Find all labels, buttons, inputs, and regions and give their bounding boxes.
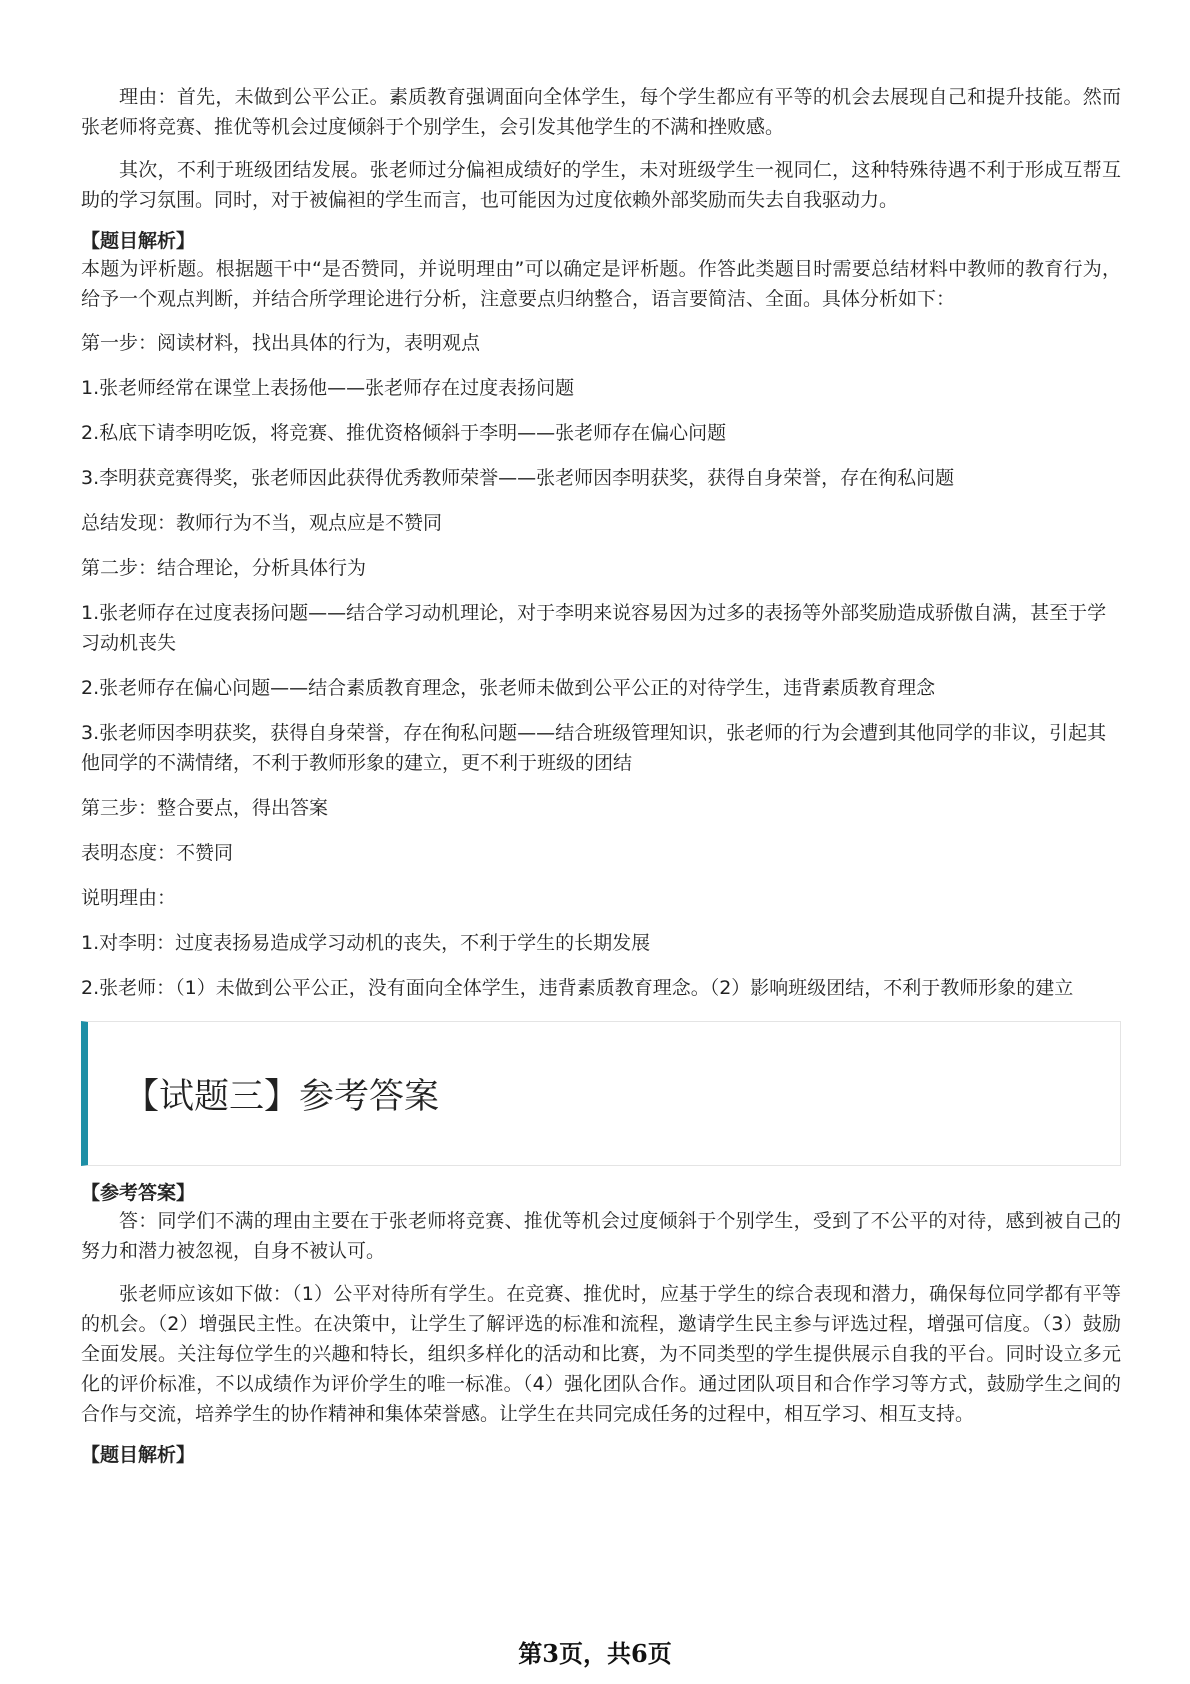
reason-paragraph-2: 其次，不利于班级团结发展。张老师过分偏袒成绩好的学生，未对班级学生一视同仁，这种特殊待遇不利于形成互帮互助的学习氛围。同时，对于被偏袒的学生而言，也可能因为过度依赖外部奖励而失去自我驱动力。: [81, 159, 1121, 211]
answer-paragraph-2: 张老师应该如下做：（1）公平对待所有学生。在竞赛、推优时，应基于学生的综合表现和潜力，确保每位同学都有平等的机会。（2）增强民主性。在决策中，让学生了解评选的标准和流程，邀请学生民主参与评选过程，增强可信度。（3）鼓励全面发展。关注每位学生的兴趣和特长，组织多样化的活动和比赛，为不同类型的学生提供展示自我的平台。同时设立多元化的评价标准，不以成绩作为评价学生的唯一标准。（4）强化团队合作。通过团队项目和合作学习等方式，鼓励学生之间的合作与交流，培养学生的协作精神和集体荣誉感。让学生在共同完成任务的过程中，相互学习、相互支持。: [81, 1283, 1121, 1425]
analysis-label: 【题目解析】: [81, 230, 196, 252]
analysis-line: 总结发现：教师行为不当，观点应是不赞同: [81, 512, 443, 534]
analysis-line: 3.张老师因李明获奖，获得自身荣誉，存在徇私问题——结合班级管理知识，张老师的行为会遭到其他同学的非议，引起其他同学的不满情绪，不利于教师形象的建立，更不利于班级的团结: [81, 722, 1107, 774]
analysis-line: 说明理由：: [81, 887, 177, 909]
analysis-line: 1.对李明：过度表扬易造成学习动机的丧失，不利于学生的长期发展: [81, 932, 651, 954]
analysis-line: 2.张老师存在偏心问题——结合素质教育理念，张老师未做到公平公正的对待学生，违背素质教育理念: [81, 677, 936, 699]
page-content: [81, 82, 1121, 1468]
section-title: 【试题三】参考答案: [124, 1076, 440, 1117]
section-header-box: [81, 1021, 1121, 1166]
analysis-line: 第二步：结合理论，分析具体行为: [81, 557, 367, 579]
analysis-line: 1.张老师经常在课堂上表扬他——张老师存在过度表扬问题: [81, 377, 575, 399]
analysis-line: 1.张老师存在过度表扬问题——结合学习动机理论，对于李明来说容易因为过多的表扬等外部奖励造成骄傲自满，甚至于学习动机丧失: [81, 602, 1107, 654]
analysis-line: 第一步：阅读材料，找出具体的行为，表明观点: [81, 332, 481, 354]
analysis-line: 2.张老师：（1）未做到公平公正，没有面向全体学生，违背素质教育理念。（2）影响班级团结，不利于教师形象的建立: [81, 977, 1074, 999]
answer-label: 【参考答案】: [81, 1182, 196, 1204]
analysis-line: 表明态度：不赞同: [81, 842, 234, 864]
analysis-line: 3.李明获竞赛得奖，张老师因此获得优秀教师荣誉——张老师因李明获奖，获得自身荣誉，存在徇私问题: [81, 467, 955, 489]
analysis-intro: 本题为评析题。根据题干中“是否赞同，并说明理由”可以确定是评析题。作答此类题目时需要总结材料中教师的教育行为，给予一个观点判断，并结合所学理论进行分析，注意要点归纳整合，语言要简洁、全面。具体分析如下：: [81, 258, 1121, 310]
section-analysis-label: 【题目解析】: [81, 1444, 196, 1466]
reason-paragraph-1: 理由：首先，未做到公平公正。素质教育强调面向全体学生，每个学生都应有平等的机会去展现自己和提升技能。然而张老师将竞赛、推优等机会过度倾斜于个别学生，会引发其他学生的不满和挫败感。: [81, 86, 1121, 138]
analysis-line: 第三步：整合要点，得出答案: [81, 797, 329, 819]
analysis-line: 2.私底下请李明吃饭，将竞赛、推优资格倾斜于李明——张老师存在偏心问题: [81, 422, 727, 444]
answer-paragraph-1: 答：同学们不满的理由主要在于张老师将竞赛、推优等机会过度倾斜于个别学生，受到了不公平的对待，感到被自己的努力和潜力被忽视，自身不被认可。: [81, 1210, 1121, 1262]
page-number: 第3页，共6页: [518, 1639, 672, 1668]
